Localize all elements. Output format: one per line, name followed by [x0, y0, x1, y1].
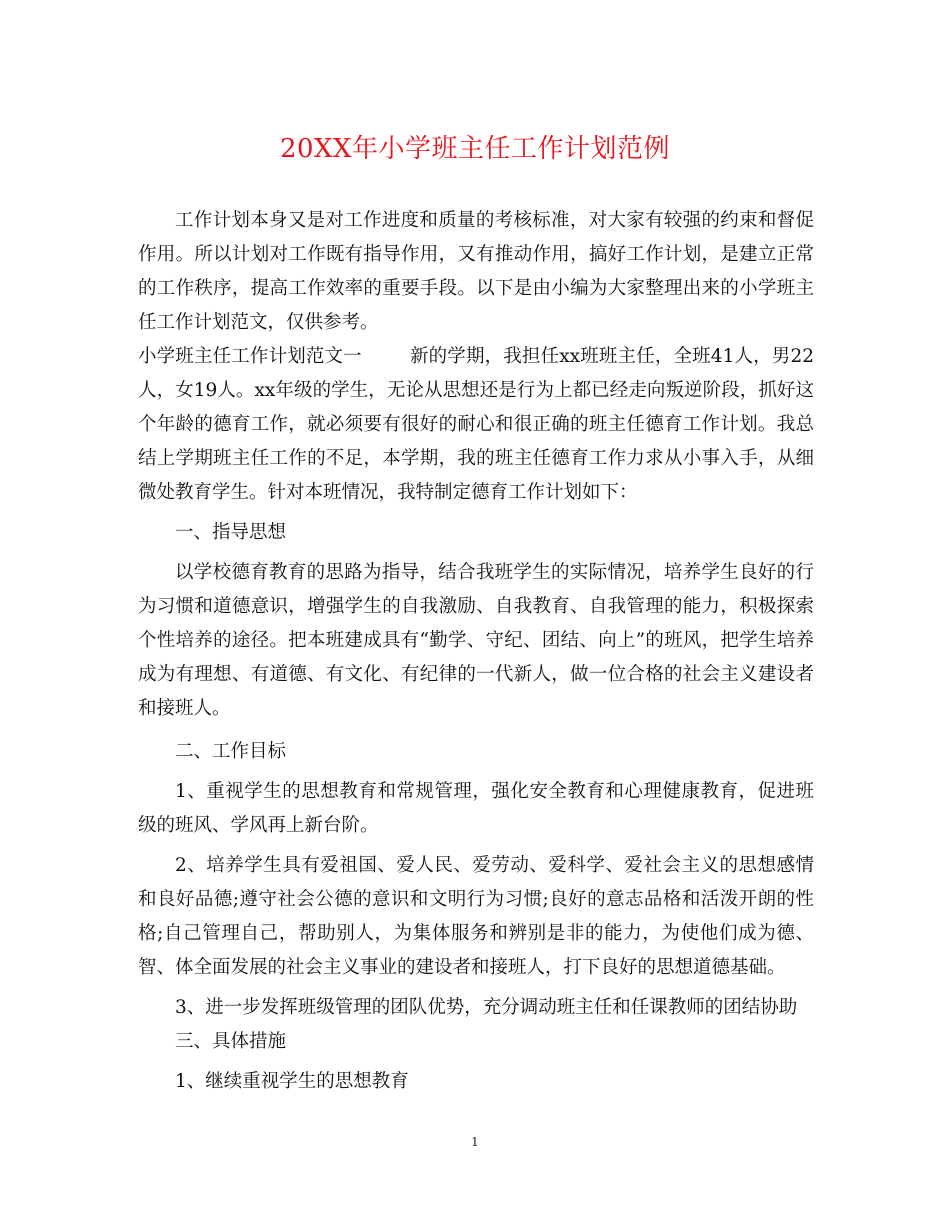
goal-2-paragraph: 2、培养学生具有爱祖国、爱人民、爱劳动、爱科学、爱社会主义的思想感情和良好品德;遵守社会公德的意识和文明行为习惯;良好的意志品格和活泼开朗的性格;自己管理自己，帮助别人，为集体服务和辨别是非的能力，为使他们成为德、智、体全面发展的社会主义事业的建设者和接班人，打下良好的思想道德基础。	[138, 855, 814, 978]
sample-paragraph	[138, 340, 814, 510]
section-heading-guiding-thought: 一、指导思想	[175, 522, 287, 543]
document-body	[138, 204, 814, 1099]
page-number: 1	[471, 1135, 479, 1149]
goal-1-paragraph: 1、重视学生的思想教育和常规管理，强化安全教育和心理健康教育，促进班级的班风、学风再上新台阶。	[138, 781, 814, 836]
intro-paragraph: 工作计划本身又是对工作进度和质量的考核标准，对大家有较强的约束和督促作用。所以计划对工作既有指导作用，又有推动作用，搞好工作计划，是建立正常的工作秩序，提高工作效率的重要手段。以下是由小编为大家整理出来的小学班主任工作计划范文，仅供参考。	[138, 210, 814, 333]
measure-1-paragraph: 1、继续重视学生的思想教育	[175, 1071, 409, 1092]
goal-3-paragraph: 3、进一步发挥班级管理的团队优势，充分调动班主任和任课教师的团结协助	[175, 997, 798, 1018]
section-heading-work-goals: 二、工作目标	[175, 741, 287, 762]
guiding-thought-paragraph: 以学校德育教育的思路为指导，结合我班学生的实际情况，培养学生良好的行为习惯和道德意识，增强学生的自我激励、自我教育、自我管理的能力，积极探索个性培养的途径。把本班建成具有“勤学、守纪、团结、向上”的班风，把学生培养成为有理想、有道德、有文化、有纪律的一代新人，做一位合格的社会主义建设者和接班人。	[138, 562, 814, 719]
section-heading-measures: 三、具体措施	[175, 1031, 287, 1052]
document-title: 20XX年小学班主任工作计划范例	[279, 134, 671, 164]
sample-heading: 小学班主任工作计划范文一	[138, 346, 362, 367]
sample-opening: 新的学期，我担任xx班班主任，全班41人，男22人，女19人。xx年级的学生，无论从思想还是行为上都已经走向叛逆阶段，抓好这个年龄的德育工作，就必须要有很好的耐心和很正确的班主任德育工作计划。我总结上学期班主任工作的不足，本学期，我的班主任德育工作力求从小事入手，从细微处教育学生。针对本班情况，我特制定德育工作计划如下：	[138, 346, 814, 503]
